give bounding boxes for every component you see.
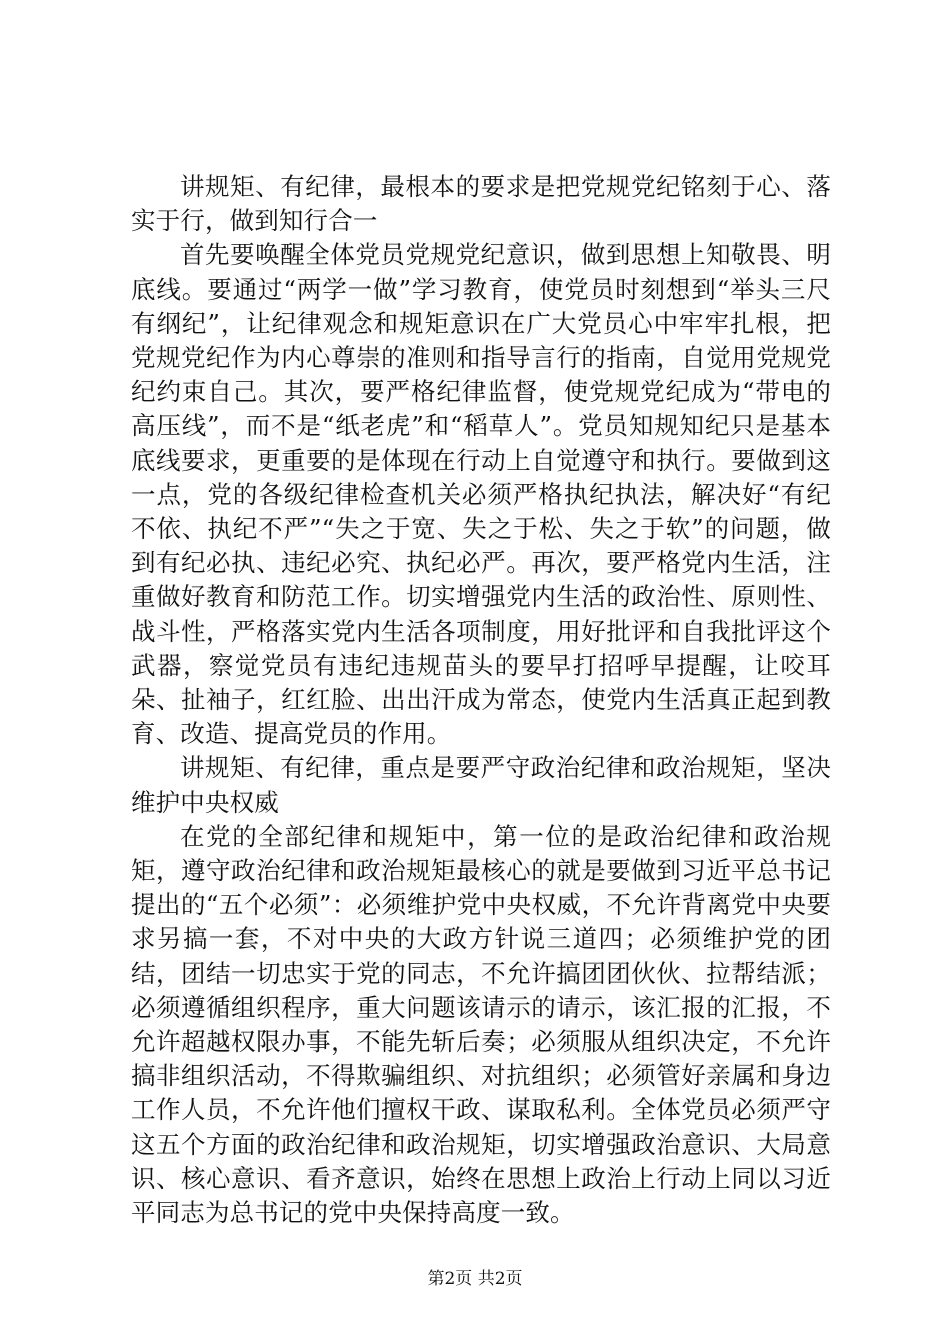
section-heading-paragraph: 讲规矩、有纪律，最根本的要求是把党规党纪铭刻于心、落实于行，做到知行合一 (131, 172, 831, 236)
document-body (131, 170, 831, 1230)
page-footer: 第2页 共2页 (427, 1269, 523, 1289)
body-paragraph: 首先要唤醒全体党员党规党纪意识，做到思想上知敬畏、明底线。要通过“两学一做”学习教育，使党员时刻想到“举头三尺有纲纪”，让纪律观念和规矩意识在广大党员心中牢牢扎根，把党规党纪作为内心尊崇的准则和指导言行的指南，自觉用党规党纪约束自己。其次，要严格纪律监督，使党规党纪成为“带电的高压线”，而不是“纸老虎”和“稻草人”。党员知规知纪只是基本底线要求，更重要的是体现在行动上自觉遵守和执行。要做到这一点，党的各级纪律检查机关必须严格执纪执法，解决好“有纪不依、执纪不严”“失之于宽、失之于松、失之于软”的问题，做到有纪必执、违纪必究、执纪必严。再次，要严格党内生活，注重做好教育和防范工作。切实增强党内生活的政治性、原则性、战斗性，严格落实党内生活各项制度，用好批评和自我批评这个武器，察觉党员有违纪违规苗头的要早打招呼早提醒，让咬耳朵、扯袖子，红红脸、出出汗成为常态，使党内生活真正起到教育、改造、提高党员的作用。 (131, 240, 831, 749)
body-paragraph: 在党的全部纪律和规矩中，第一位的是政治纪律和政治规矩，遵守政治纪律和政治规矩最核心的就是要做到习近平总书记提出的“五个必须”：必须维护党中央权威，不允许背离党中央要求另搞一套，不对中央的大政方针说三道四；必须维护党的团结，团结一切忠实于党的同志，不允许搞团团伙伙、拉帮结派；必须遵循组织程序，重大问题该请示的请示，该汇报的汇报，不允许超越权限办事，不能先斩后奏；必须服从组织决定，不允许搞非组织活动，不得欺骗组织、对抗组织；必须管好亲属和身边工作人员，不允许他们擅权干政、谋取私利。全体党员必须严守这五个方面的政治纪律和政治规矩，切实增强政治意识、大局意识、核心意识、看齐意识，始终在思想上政治上行动上同以习近平同志为总书记的党中央保持高度一致。 (131, 821, 831, 1228)
section-heading-paragraph: 讲规矩、有纪律，重点是要严守政治纪律和政治规矩，坚决维护中央权威 (131, 753, 831, 817)
